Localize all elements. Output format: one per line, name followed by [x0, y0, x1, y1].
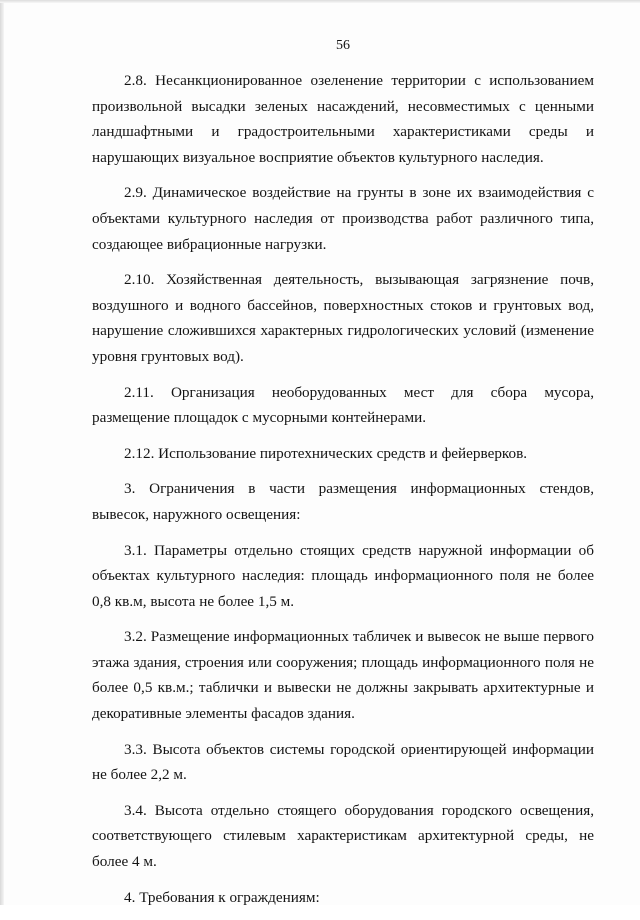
paragraph-2-11: 2.11. Организация необорудованных мест для сбора мусора, размещение площадок с мусорными контейнерами. [92, 383, 594, 427]
paragraph-2-8: 2.8. Несанкционированное озеленение территории с использованием произвольной высадки зеленых насаждений, несовместимых с ценными ландшафтными и градостроительными характеристиками среды и нарушающих визуальное восприятие объектов культурного наследия. [92, 72, 594, 166]
paragraph-3-3: 3.3. Высота объектов системы городской ориентирующей информации не более 2,2 м. [92, 740, 594, 784]
document-page [92, 38, 594, 920]
paragraph-3: 3. Ограничения в части размещения информационных стендов, вывесок, наружного освещения: [92, 480, 594, 523]
paragraph-4: 4. Требования к ограждениям: [124, 888, 320, 906]
paragraph-3-1: 3.1. Параметры отдельно стоящих средств наружной информации об объектах культурного наследия: площадь информационного поля не более 0,8 кв.м, высота не более 1,5 м. [92, 541, 594, 610]
scan-edge-left [0, 0, 4, 905]
scan-edge-top [0, 0, 640, 3]
page-number: 56 [336, 38, 350, 53]
paragraph-2-9: 2.9. Динамическое воздействие на грунты в зоне их взаимодействия с объектами культурного наследия от производства работ различного типа, создающее вибрационные нагрузки. [92, 184, 594, 253]
paragraph-3-4: 3.4. Высота отдельно стоящего оборудования городского освещения, соответствующего стилевым характеристикам архитектурной среды, не более 4 м. [92, 801, 594, 871]
paragraph-2-10: 2.10. Хозяйственная деятельность, вызывающая загрязнение почв, воздушного и водного бассейнов, поверхностных стоков и грунтовых вод, нарушение сложившихся характерных гидрологических условий (изменение уровня грунтовых вод). [92, 271, 594, 365]
paragraph-2-12: 2.12. Использование пиротехнических средств и фейерверков. [124, 444, 528, 462]
paragraph-3-2: 3.2. Размещение информационных табличек и вывесок не выше первого этажа здания, строения или сооружения; площадь информационного поля не более 0,5 кв.м.; таблички и вывески не должны закрывать архитектурные и декоративные элементы фасадов здания. [92, 628, 594, 723]
